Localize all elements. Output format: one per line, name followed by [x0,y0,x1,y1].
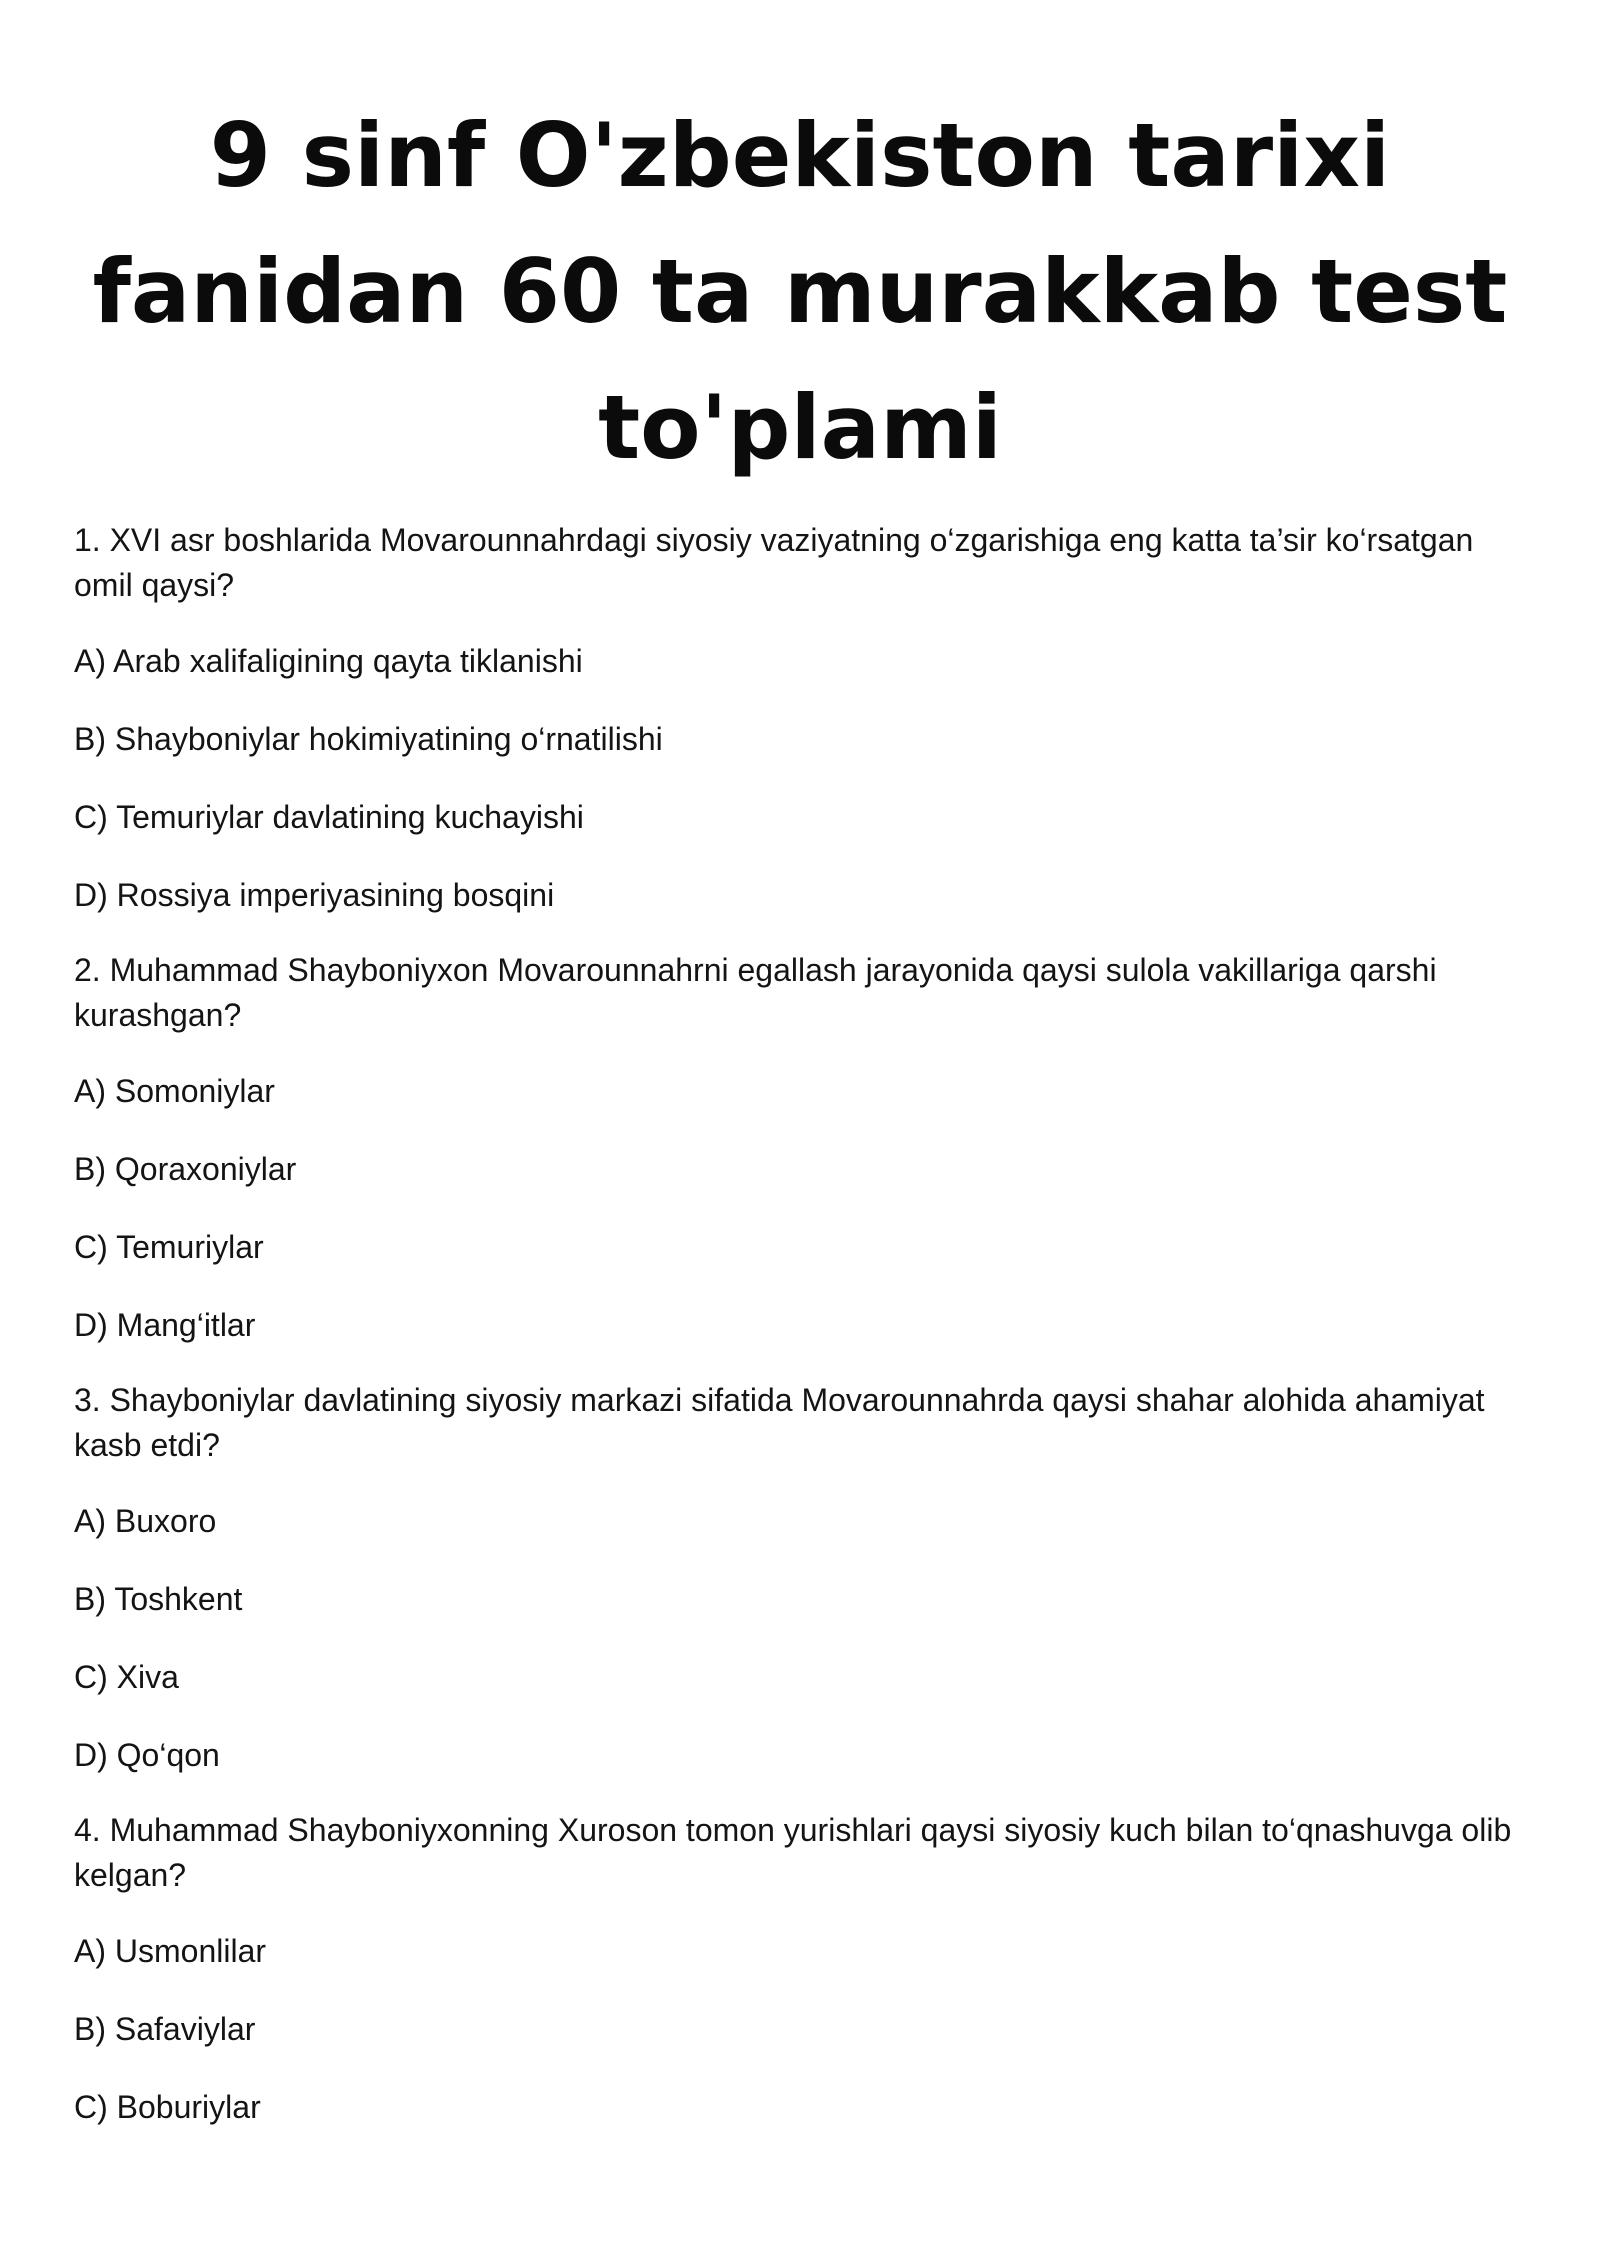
option-b: B) Safaviylar [74,2011,256,2047]
question-text: 2. Muhammad Shayboniyxon Movarounnahrni egallash jarayonida qaysi sulola vakillariga qarshi kurashgan? [74,952,1437,1033]
option-c: C) Temuriylar davlatining kuchayishi [74,799,584,835]
option-c: C) Boburiylar [74,2089,261,2125]
question-4 [74,1808,1534,2130]
option-d: D) Mang‘itlar [74,1307,256,1343]
option-a: A) Arab xalifaligining qayta tiklanishi [74,643,583,679]
answer-options [74,1929,1534,2130]
question-3 [74,1378,1534,1778]
document-title: 9 sinf O'zbekiston tarixi fanidan 60 ta murakkab test to'plami [92,104,1508,479]
answer-options [74,1069,1534,1348]
question-1 [74,518,1534,918]
option-d: D) Qo‘qon [74,1737,220,1773]
option-b: B) Toshkent [74,1581,243,1617]
option-b: B) Qoraxoniylar [74,1151,297,1187]
option-d: D) Rossiya imperiyasining bosqini [74,877,555,913]
option-c: C) Temuriylar [74,1229,264,1265]
option-a: A) Usmonlilar [74,1933,267,1969]
option-b: B) Shayboniylar hokimiyatining o‘rnatilishi [74,721,663,757]
option-a: A) Somoniylar [74,1073,275,1109]
answer-options [74,1499,1534,1778]
question-2 [74,948,1534,1348]
question-text: 4. Muhammad Shayboniyxonning Xuroson tomon yurishlari qaysi siyosiy kuch bilan to‘qnashuvga olib kelgan? [74,1812,1512,1893]
questions-list [74,518,1534,2160]
question-text: 1. XVI asr boshlarida Movarounnahrdagi siyosiy vaziyatning o‘zgarishiga eng katta ta’sir ko‘rsatgan omil qaysi? [74,522,1474,603]
option-a: A) Buxoro [74,1503,217,1539]
question-text: 3. Shayboniylar davlatining siyosiy markazi sifatida Movarounnahrda qaysi shahar alohida ahamiyat kasb etdi? [74,1382,1485,1463]
answer-options [74,639,1534,918]
option-c: C) Xiva [74,1659,179,1695]
